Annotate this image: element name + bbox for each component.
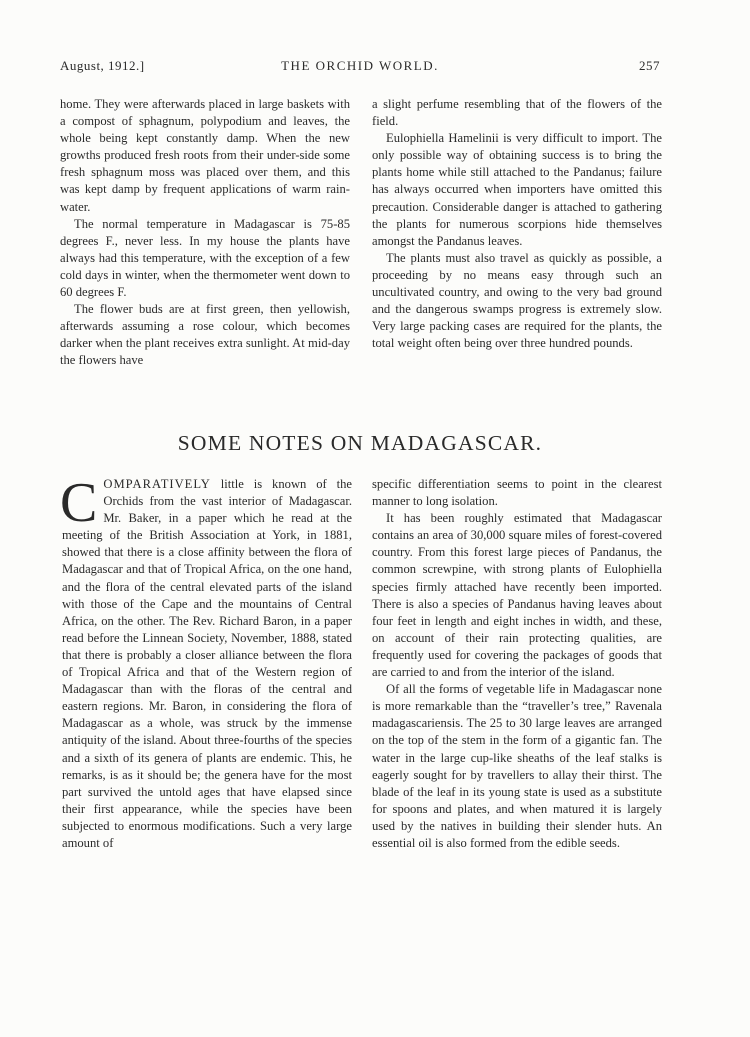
paragraph: The plants must also travel as quickly as possible, a proceeding by no means easy through such an uncultivated country, and owing to the very bad ground and the dangerous swamps progress is extremely slow. Very large packing cases are required for the plants, the total weight often being over three hundred pounds.	[372, 250, 662, 351]
continued-right-column	[372, 96, 662, 352]
drop-cap: C	[60, 472, 98, 534]
paragraph: The normal temperature in Madagascar is 75-85 degrees F., never less. In my house the plants have always had this temperature, with the exception of a few cold days in winter, when the thermometer went down to 60 degrees F.	[60, 216, 350, 300]
paragraph: a slight perfume resembling that of the flowers of the field.	[372, 97, 662, 129]
paragraph: Eulophiella Hamelinii is very difficult to import. The only possible way of obtaining success is to bring the plants home while still attached to the Pandanus; failure has always occurred when importers have omitted this precaution. Considerable danger is attached to gathering the plants for numerous scorpions hide themselves amongst the Pandanus leaves.	[372, 131, 662, 248]
opening-paragraph	[60, 472, 352, 852]
journal-title: THE ORCHID WORLD.	[281, 58, 439, 73]
paragraph: specific differentiation seems to point in the clearest manner to long isolation.	[372, 477, 662, 509]
page-number: 257	[639, 58, 660, 73]
paragraph: home. They were afterwards placed in large baskets with a compost of sphagnum, polypodium and leaves, the whole being kept constantly damp. When the new growths produced fresh roots from their under-side some fresh sphagnum moss was placed over them, and this was kept damp by frequent applications of warm rain-water.	[60, 97, 350, 214]
paragraph: The flower buds are at first green, then yellowish, afterwards assuming a rose colour, which becomes darker when the plant receives extra sunlight. At mid-day the flowers have	[60, 302, 350, 368]
opening-text: little is known of the Orchids from the vast interior of Madagascar. Mr. Baker, in a paper which he read at the meeting of the British Association at York, in 1881, showed that there is a close affinity between the flora of Madagascar and that of Tropical Africa, on the one hand, and the flora of the central elevated parts of the island with those of the Cape and the mountains of Central Africa, on the other. The Rev. Richard Baron, in a paper read before the Linnean Society, November, 1888, stated that there is probably a closer alliance between the flora of Tropical Africa and that of the Western region of Madagascar than with the floras of the central and eastern regions. Mr. Baron, in considering the flora of Madagascar as a whole, was struck by the immense antiquity of the island. About three-fourths of the species and a sixth of its genera of plants are endemic. This, he remarks, is as it should be; the genera have for the most part survived the untold ages that have elapsed since their first appearance, while the species have been subjected to enormous modifications. Such a very large amount of	[62, 477, 352, 850]
article-right-column	[372, 476, 662, 852]
issue-date: August, 1912.]	[60, 58, 145, 73]
paragraph: Of all the forms of vegetable life in Madagascar none is more remarkable than the “traveller’s tree,” Ravenala madagascariensis. The 25 to 30 large leaves are arranged on the top of the stem in the form of a gigantic fan. The water in the large cup-like sheaths of the leaf stalks is eagerly sought for by travellers to allay their thirst. The blade of the leaf in its young state is used as a substitute for spoons and plates, and when matured it is largely used by the natives in building their slender huts. An essential oil is also formed from the edible seeds.	[372, 682, 662, 850]
article-title: SOME NOTES ON MADAGASCAR.	[177, 431, 543, 455]
running-header	[60, 58, 660, 78]
continued-left-column	[60, 96, 350, 370]
article-left-column	[60, 472, 352, 852]
lead-word: OMPARATIVELY	[103, 477, 211, 491]
paragraph: It has been roughly estimated that Madagascar contains an area of 30,000 square miles of forest-covered country. From this forest large pieces of Pandanus, the common screwpine, with strong plants of Eulophiella species firmly attached have recently been imported. There is also a species of Pandanus having leaves about four feet in length and eight inches in width, and these, on account of their rain protecting qualities, are frequently used for covering the packages of goods that are carried to and from the interior of the island.	[372, 511, 662, 680]
